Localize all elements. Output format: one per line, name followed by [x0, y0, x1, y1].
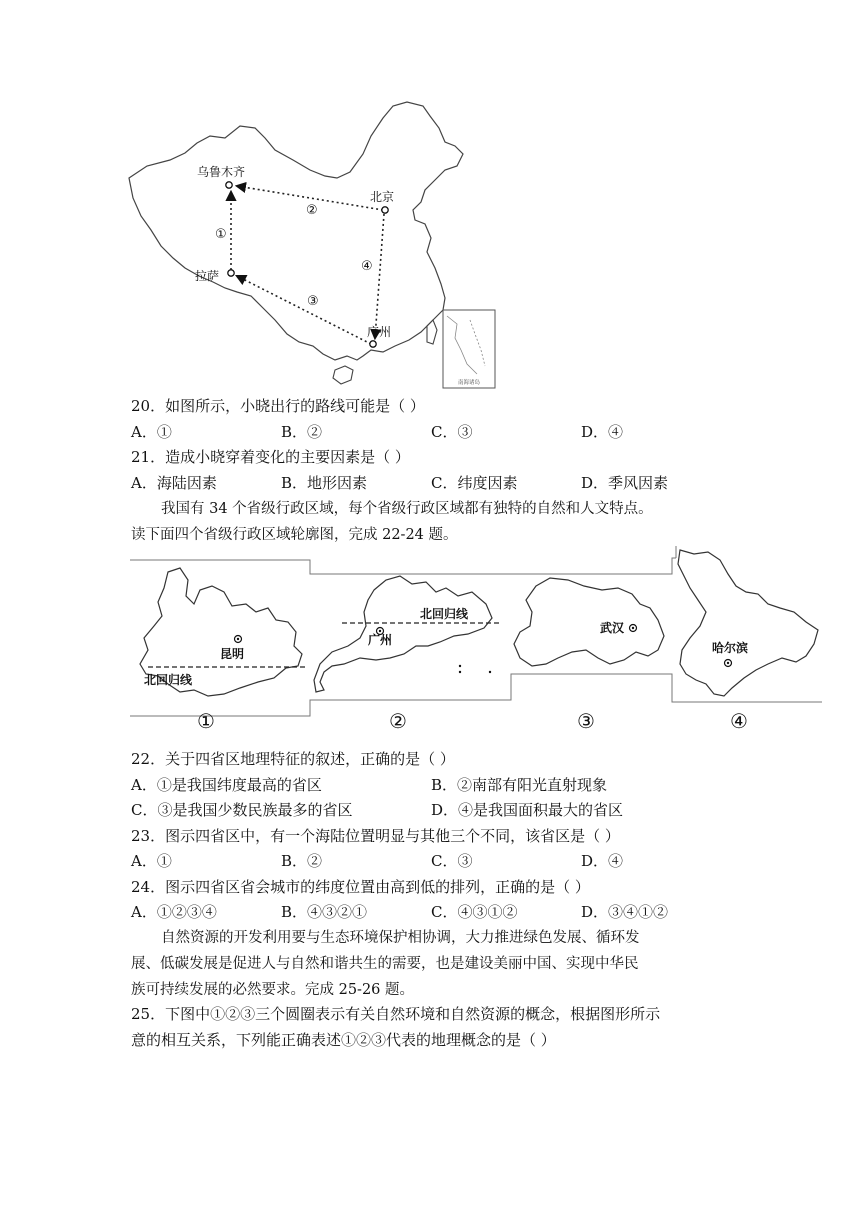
taiwan-island — [427, 320, 437, 344]
south-china-sea-inset — [443, 310, 495, 388]
province-heilongjiang — [678, 550, 818, 733]
q21-stem: 21．造成小晓穿着变化的主要因素是（ ） — [131, 448, 410, 466]
route-4-line — [375, 214, 384, 338]
urumqi-marker — [226, 182, 232, 188]
q22-option-d[interactable]: D．④是我国面积最大的省区 — [431, 801, 624, 819]
q21-option-a[interactable]: A．海陆因素 — [131, 474, 217, 492]
q22-option-c[interactable]: C．③是我国少数民族最多的省区 — [131, 801, 353, 819]
q23-option-a[interactable]: A．① — [131, 852, 172, 870]
heilongjiang-number: ④ — [730, 709, 748, 733]
q22-stem: 22．关于四省区地理特征的叙述，正确的是（ ） — [131, 750, 455, 768]
china-route-map — [125, 98, 505, 393]
q22-option-b[interactable]: B．②南部有阳光直射现象 — [431, 776, 608, 794]
q20-option-d[interactable]: D．④ — [581, 423, 624, 441]
q23-option-d[interactable]: D．④ — [581, 852, 624, 870]
province-guangdong — [314, 576, 502, 733]
q23-option-b[interactable]: B．② — [281, 852, 323, 870]
intro-25-26 — [131, 925, 731, 1003]
q20-option-b[interactable]: B．② — [281, 423, 323, 441]
yunnan-capital-label: 昆明 — [220, 647, 245, 661]
q23-option-c[interactable]: C．③ — [431, 852, 473, 870]
lhasa-label: 拉萨 — [195, 269, 220, 283]
route-3-line — [237, 276, 371, 344]
hubei-number: ③ — [577, 709, 595, 733]
q20-option-c[interactable]: C．③ — [431, 423, 473, 441]
route-3-label: ③ — [307, 294, 319, 309]
intro-22-24-line-1: 我国有 34 个省级行政区域，每个省级行政区域都有独特的自然和人文特点。 — [161, 501, 653, 517]
q20-option-a[interactable]: A．① — [131, 423, 172, 441]
q25-line-2: 意的相互关系，下列能正确表述①②③代表的地理概念的是（ ） — [131, 1031, 556, 1049]
q21-option-c[interactable]: C．纬度因素 — [431, 474, 518, 492]
q21-option-b[interactable]: B．地形因素 — [281, 474, 368, 492]
route-2-label: ② — [306, 203, 318, 218]
province-yunnan — [140, 568, 306, 733]
beijing-marker — [382, 207, 388, 213]
intro-25-26-line-3: 族可持续发展的必然要求。完成 25-26 题。 — [131, 982, 415, 998]
yunnan-number: ① — [197, 709, 215, 733]
route-4-label: ④ — [361, 259, 373, 274]
q24-option-c[interactable]: C．④③①② — [431, 903, 518, 921]
q24-option-b[interactable]: B．④③②① — [281, 903, 368, 921]
four-provinces-map — [128, 546, 824, 736]
lhasa-marker — [228, 270, 234, 276]
guangdong-capital-label: 广州 — [368, 633, 393, 647]
china-outline — [129, 102, 463, 360]
q22-option-a[interactable]: A．①是我国纬度最高的省区 — [131, 776, 322, 794]
hubei-capital-label: 武汉 — [600, 621, 625, 635]
urumqi-label: 乌鲁木齐 — [197, 165, 246, 179]
guangdong-number: ② — [389, 709, 407, 733]
q21-option-d[interactable]: D．季风因素 — [581, 474, 669, 492]
inset-label: 南海诸岛 — [457, 380, 481, 386]
intro-25-26-line-2: 展、低碳发展是促进人与自然和谐共生的需要，也是建设美丽中国、实现中华民 — [131, 956, 639, 972]
guangzhou-marker — [370, 341, 376, 347]
intro-22-24 — [131, 496, 731, 548]
intro-25-26-line-1: 自然资源的开发利用要与生态环境保护相协调，大力推进绿色发展、循环发 — [161, 930, 640, 946]
q24-option-a[interactable]: A．①②③④ — [131, 903, 217, 921]
q23-stem: 23．图示四省区中，有一个海陆位置明显与其他三个不同，该省区是（ ） — [131, 827, 620, 845]
guangzhou-label: 广州 — [367, 325, 392, 339]
heilongjiang-capital-label: 哈尔滨 — [712, 641, 749, 655]
yunnan-tropic-label: 北回归线 — [144, 673, 193, 687]
route-1-label: ① — [215, 227, 227, 242]
q25-line-1: 25．下图中①②③三个圆圈表示有关自然环境和自然资源的概念，根据图形所示 — [131, 1005, 661, 1023]
guangdong-tropic-label: 北回归线 — [420, 607, 469, 621]
q20-stem: 20．如图所示，小晓出行的路线可能是（ ） — [131, 397, 425, 415]
q24-stem: 24．图示四省区省会城市的纬度位置由高到低的排列，正确的是（ ） — [131, 878, 590, 896]
beijing-label: 北京 — [370, 190, 395, 204]
hainan-island — [333, 366, 353, 384]
intro-22-24-line-2: 读下面四个省级行政区域轮廓图，完成 22-24 题。 — [131, 527, 458, 543]
q24-option-d[interactable]: D．③④①② — [581, 903, 669, 921]
province-hubei — [514, 578, 664, 733]
